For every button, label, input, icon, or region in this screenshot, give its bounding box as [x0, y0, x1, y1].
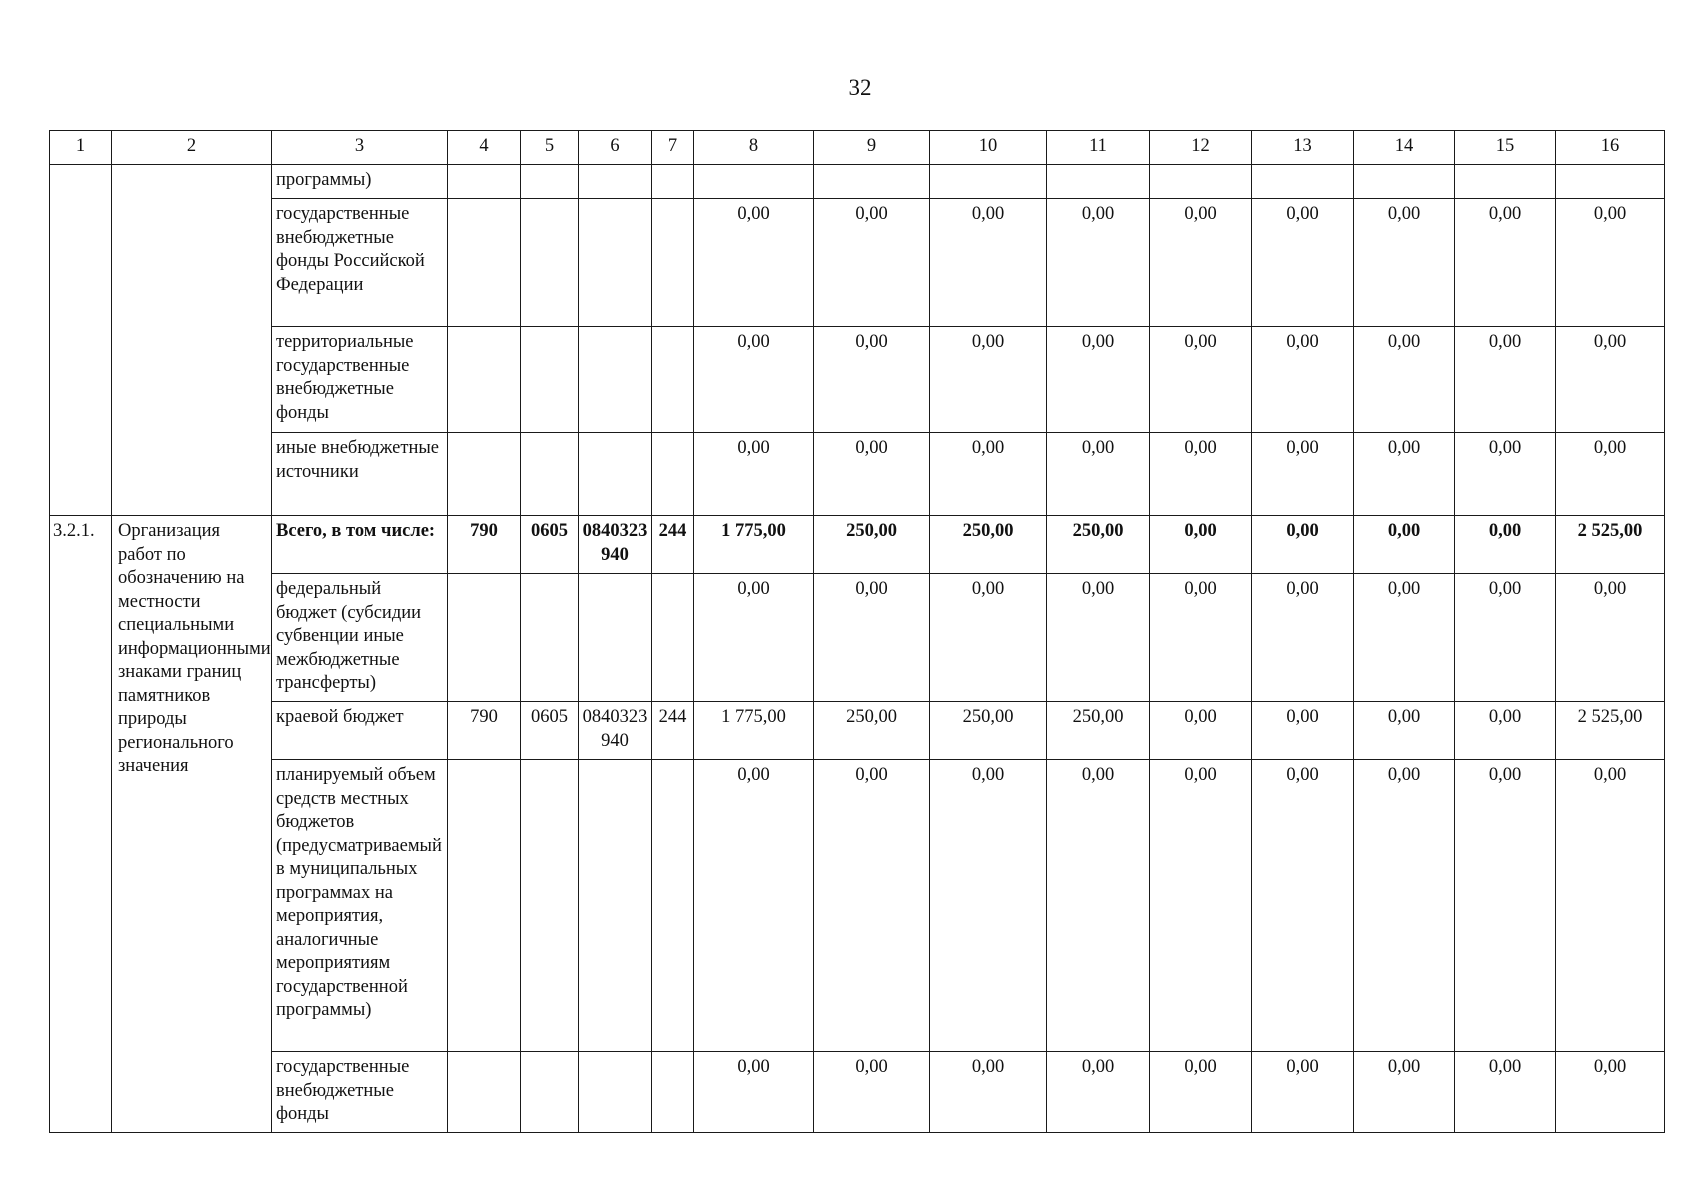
col-header: 11	[1047, 131, 1150, 165]
source-cell: краевой бюджет	[272, 702, 448, 760]
cs-cell	[579, 760, 652, 1052]
gr-cell	[448, 574, 521, 702]
table-row-total	[50, 516, 1665, 574]
col-header: 7	[652, 131, 694, 165]
col-header: 16	[1556, 131, 1665, 165]
value-cell: 0,00	[1455, 1052, 1556, 1133]
value-cell	[694, 165, 814, 199]
col-header: 8	[694, 131, 814, 165]
value-cell: 0,00	[1556, 199, 1665, 327]
table-row	[50, 199, 1665, 327]
gr-cell	[448, 199, 521, 327]
vr-cell	[652, 574, 694, 702]
value-cell: 0,00	[694, 1052, 814, 1133]
source-cell: программы)	[272, 165, 448, 199]
value-cell	[1150, 165, 1252, 199]
value-cell: 0,00	[1354, 199, 1455, 327]
value-cell: 250,00	[814, 702, 930, 760]
value-cell: 250,00	[930, 516, 1047, 574]
cs-cell: 0840323940	[579, 702, 652, 760]
value-cell: 0,00	[1252, 199, 1354, 327]
value-cell: 250,00	[1047, 516, 1150, 574]
rz-cell: 0605	[521, 516, 579, 574]
value-cell: 0,00	[1354, 760, 1455, 1052]
table-row	[50, 760, 1665, 1052]
value-cell: 0,00	[1556, 1052, 1665, 1133]
col-header: 5	[521, 131, 579, 165]
source-cell: Всего, в том числе:	[272, 516, 448, 574]
value-cell: 1 775,00	[694, 702, 814, 760]
value-cell: 0,00	[1252, 433, 1354, 516]
value-cell: 0,00	[694, 574, 814, 702]
rz-cell	[521, 760, 579, 1052]
value-cell: 0,00	[814, 574, 930, 702]
value-cell: 250,00	[930, 702, 1047, 760]
vr-cell: 244	[652, 702, 694, 760]
value-cell: 0,00	[1047, 760, 1150, 1052]
activity-name: Организация работ по обозначению на местности специальными информационными знаками границ памятников природы регионального значения	[112, 516, 272, 1133]
value-cell: 250,00	[1047, 702, 1150, 760]
value-cell: 0,00	[1150, 574, 1252, 702]
value-cell: 0,00	[930, 574, 1047, 702]
source-cell: государственные внебюджетные фонды	[272, 1052, 448, 1133]
value-cell	[1252, 165, 1354, 199]
value-cell: 0,00	[930, 1052, 1047, 1133]
gr-cell: 790	[448, 702, 521, 760]
value-cell: 0,00	[814, 433, 930, 516]
vr-cell	[652, 165, 694, 199]
value-cell: 0,00	[1455, 574, 1556, 702]
value-cell: 0,00	[1047, 1052, 1150, 1133]
value-cell: 0,00	[930, 327, 1047, 433]
value-cell	[1354, 165, 1455, 199]
value-cell: 0,00	[1455, 199, 1556, 327]
value-cell: 0,00	[1455, 516, 1556, 574]
col-header: 10	[930, 131, 1047, 165]
rz-cell	[521, 1052, 579, 1133]
value-cell: 0,00	[930, 760, 1047, 1052]
value-cell: 0,00	[1354, 433, 1455, 516]
value-cell: 0,00	[1354, 1052, 1455, 1133]
value-cell: 0,00	[1252, 327, 1354, 433]
value-cell: 0,00	[1150, 327, 1252, 433]
header-row	[50, 131, 1665, 165]
value-cell: 0,00	[1455, 760, 1556, 1052]
col-header: 2	[112, 131, 272, 165]
rz-cell	[521, 327, 579, 433]
col-header: 15	[1455, 131, 1556, 165]
rz-cell	[521, 199, 579, 327]
value-cell: 0,00	[694, 199, 814, 327]
value-cell: 2 525,00	[1556, 702, 1665, 760]
cs-cell	[579, 165, 652, 199]
value-cell: 0,00	[1556, 327, 1665, 433]
value-cell: 0,00	[1556, 574, 1665, 702]
value-cell: 0,00	[1150, 516, 1252, 574]
table-row	[50, 702, 1665, 760]
gr-cell	[448, 433, 521, 516]
gr-cell: 790	[448, 516, 521, 574]
source-cell: территориальные государственные внебюджетные фонды	[272, 327, 448, 433]
value-cell: 0,00	[930, 433, 1047, 516]
rz-cell	[521, 574, 579, 702]
cs-cell	[579, 574, 652, 702]
value-cell	[1047, 165, 1150, 199]
gr-cell	[448, 760, 521, 1052]
cs-cell: 0840323940	[579, 516, 652, 574]
name-cell-empty	[112, 165, 272, 516]
table-row	[50, 1052, 1665, 1133]
value-cell: 0,00	[1252, 702, 1354, 760]
budget-table	[49, 130, 1665, 1133]
value-cell: 0,00	[1150, 702, 1252, 760]
cs-cell	[579, 327, 652, 433]
value-cell: 2 525,00	[1556, 516, 1665, 574]
value-cell: 0,00	[694, 760, 814, 1052]
table-row	[50, 574, 1665, 702]
cs-cell	[579, 199, 652, 327]
value-cell: 0,00	[1455, 433, 1556, 516]
value-cell: 0,00	[1455, 327, 1556, 433]
table-row	[50, 165, 1665, 199]
source-cell: иные внебюджетные источники	[272, 433, 448, 516]
value-cell	[930, 165, 1047, 199]
value-cell: 0,00	[1047, 574, 1150, 702]
gr-cell	[448, 327, 521, 433]
value-cell: 0,00	[1354, 574, 1455, 702]
value-cell: 0,00	[1556, 760, 1665, 1052]
value-cell: 0,00	[694, 327, 814, 433]
table-row	[50, 327, 1665, 433]
value-cell: 0,00	[1556, 433, 1665, 516]
page-number: 32	[848, 75, 872, 100]
value-cell: 0,00	[1150, 433, 1252, 516]
value-cell: 0,00	[1252, 760, 1354, 1052]
value-cell: 1 775,00	[694, 516, 814, 574]
value-cell: 0,00	[814, 327, 930, 433]
col-header: 13	[1252, 131, 1354, 165]
vr-cell	[652, 760, 694, 1052]
value-cell: 0,00	[1047, 199, 1150, 327]
rz-cell: 0605	[521, 702, 579, 760]
value-cell: 0,00	[1354, 327, 1455, 433]
value-cell: 0,00	[1150, 199, 1252, 327]
value-cell: 0,00	[1354, 702, 1455, 760]
value-cell: 0,00	[1252, 1052, 1354, 1133]
col-header: 1	[50, 131, 112, 165]
source-cell: государственные внебюджетные фонды Российской Федерации	[272, 199, 448, 327]
value-cell: 0,00	[1150, 760, 1252, 1052]
value-cell: 0,00	[1354, 516, 1455, 574]
number-cell-empty	[50, 165, 112, 516]
cs-cell	[579, 1052, 652, 1133]
cs-cell	[579, 433, 652, 516]
rz-cell	[521, 433, 579, 516]
col-header: 3	[272, 131, 448, 165]
source-cell: федеральный бюджет (субсидии субвенции иные межбюджетные трансферты)	[272, 574, 448, 702]
value-cell: 0,00	[814, 199, 930, 327]
col-header: 4	[448, 131, 521, 165]
value-cell: 0,00	[1047, 327, 1150, 433]
vr-cell	[652, 1052, 694, 1133]
value-cell: 0,00	[814, 760, 930, 1052]
vr-cell	[652, 433, 694, 516]
value-cell	[1455, 165, 1556, 199]
gr-cell	[448, 1052, 521, 1133]
vr-cell: 244	[652, 516, 694, 574]
col-header: 6	[579, 131, 652, 165]
col-header: 14	[1354, 131, 1455, 165]
value-cell: 0,00	[1047, 433, 1150, 516]
value-cell: 0,00	[1455, 702, 1556, 760]
value-cell	[1556, 165, 1665, 199]
value-cell: 0,00	[1252, 574, 1354, 702]
value-cell: 0,00	[930, 199, 1047, 327]
value-cell: 0,00	[694, 433, 814, 516]
gr-cell	[448, 165, 521, 199]
value-cell: 0,00	[814, 1052, 930, 1133]
rz-cell	[521, 165, 579, 199]
vr-cell	[652, 199, 694, 327]
vr-cell	[652, 327, 694, 433]
value-cell: 0,00	[1252, 516, 1354, 574]
source-cell: планируемый объем средств местных бюджетов (предусматриваемый в муниципальных программах на мероприятия, аналогичные мероприятиям государственной программы)	[272, 760, 448, 1052]
value-cell: 0,00	[1150, 1052, 1252, 1133]
value-cell	[814, 165, 930, 199]
col-header: 9	[814, 131, 930, 165]
table-row	[50, 433, 1665, 516]
activity-number: 3.2.1.	[50, 516, 112, 1133]
value-cell: 250,00	[814, 516, 930, 574]
col-header: 12	[1150, 131, 1252, 165]
